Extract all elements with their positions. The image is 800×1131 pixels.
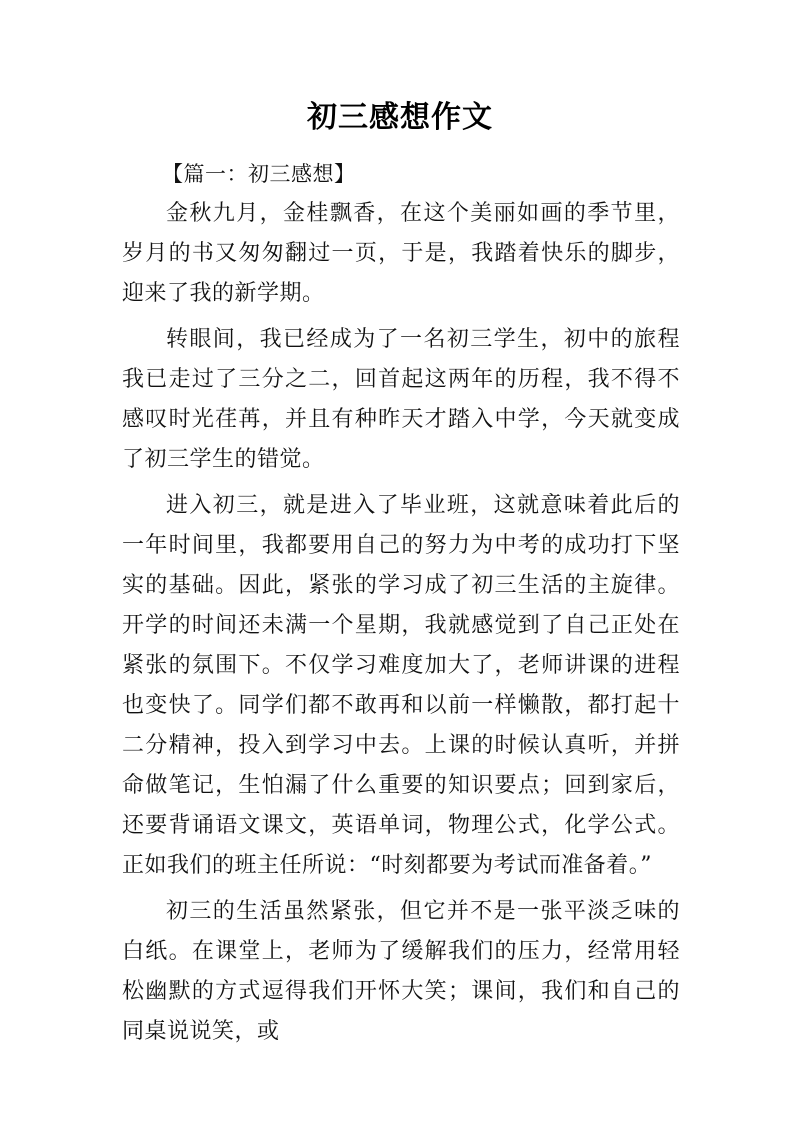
paragraph-1: 金秋九月，金桂飘香，在这个美丽如画的季节里，岁月的书又匆匆翻过一页，于是，我踏着快乐的脚步，迎来了我的新学期。 <box>122 201 680 306</box>
paragraph-2: 转眼间，我已经成为了一名初三学生，初中的旅程我已走过了三分之二，回首起这两年的历程，我不得不感叹时光荏苒，并且有种昨天才踏入中学，今天就变成了初三学生的错觉。 <box>122 327 680 472</box>
document-title: 初三感想作文 <box>307 100 493 135</box>
section-heading: 【篇一：初三感想】 <box>162 162 356 186</box>
document-body <box>122 158 680 1058</box>
paragraph-4: 初三的生活虽然紧张，但它并不是一张平淡乏味的白纸。在课堂上，老师为了缓解我们的压力，经常用轻松幽默的方式逗得我们开怀大笑；课间，我们和自己的同桌说说笑，或 <box>122 899 680 1044</box>
paragraph-3: 进入初三，就是进入了毕业班，这就意味着此后的一年时间里，我都要用自己的努力为中考的成功打下坚实的基础。因此，紧张的学习成了初三生活的主旋律。开学的时间还未满一个星期，我就感觉到了自己正处在紧张的氛围下。不仅学习难度加大了，老师讲课的进程也变快了。同学们都不敢再和以前一样懒散，都打起十二分精神，投入到学习中去。上课的时候认真听，并拼命做笔记，生怕漏了什么重要的知识要点；回到家后，还要背诵语文课文，英语单词，物理公式，化学公式。正如我们的班主任所说：“时刻都要为考试而准备着。” <box>122 493 680 878</box>
